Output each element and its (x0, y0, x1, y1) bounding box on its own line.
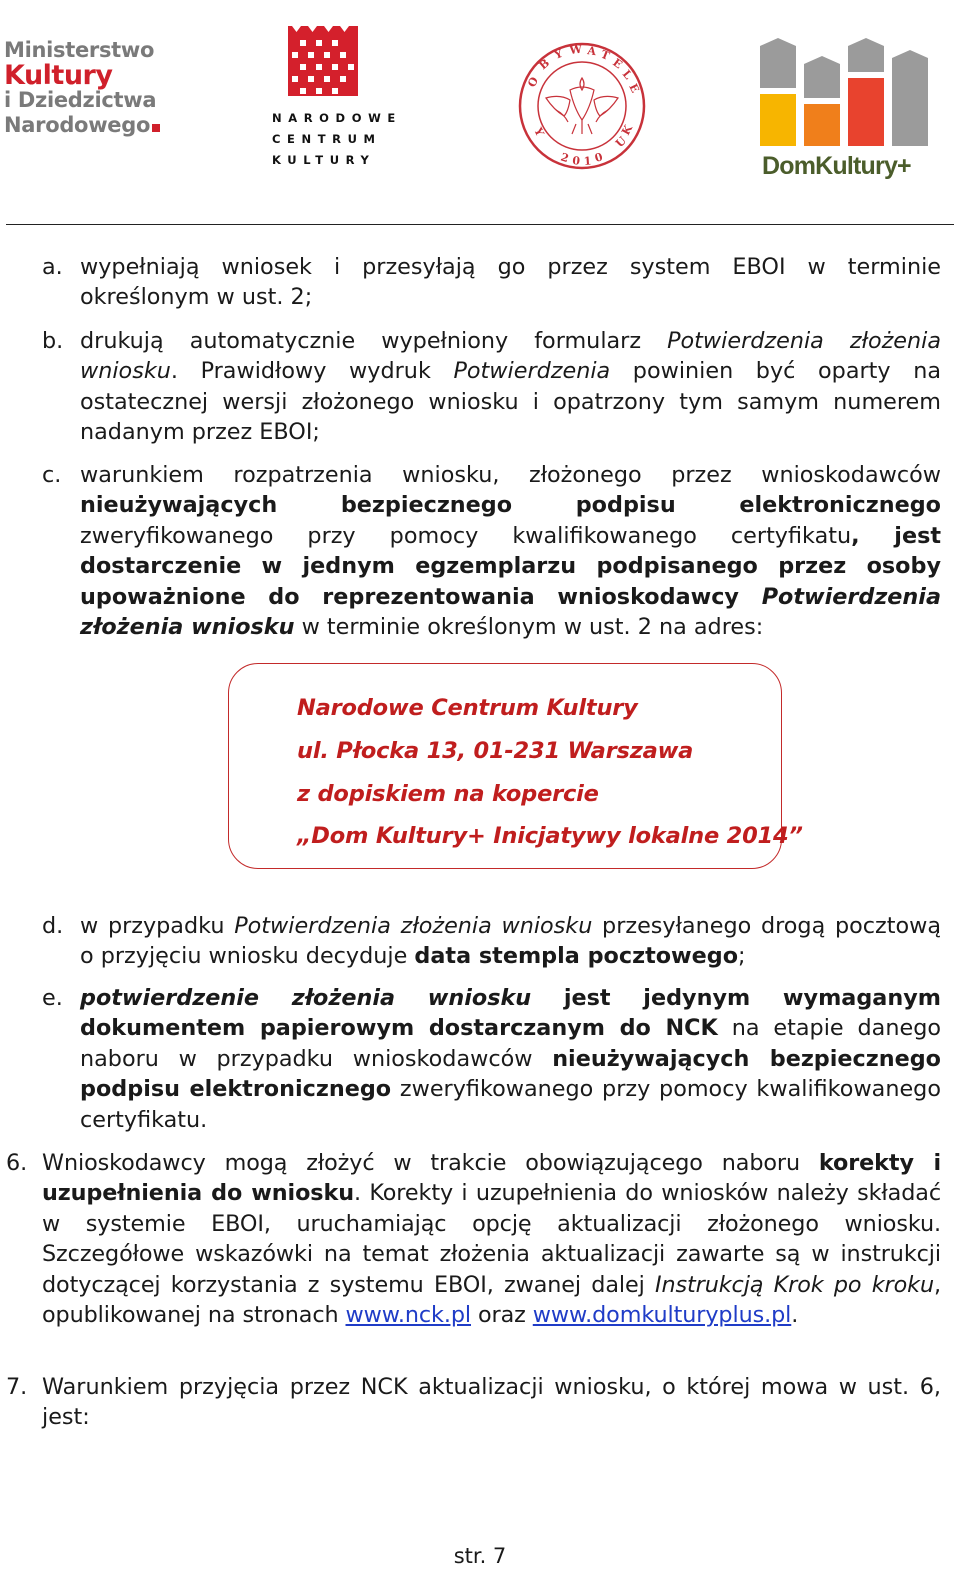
nck-crown-icon (288, 26, 358, 96)
address-line-3: z dopiskiem na kopercie (297, 781, 599, 807)
list-item-e-text-2: jest jedynym wymaganym dokumentem papierowym dostarczanym do NCK (80, 985, 941, 1042)
point-6-text-7: . (791, 1302, 799, 1329)
point-6-text-4: Instrukcją Krok po kroku (654, 1271, 934, 1298)
svg-text:Y: Y (531, 125, 547, 139)
svg-text:1: 1 (583, 154, 592, 168)
list-item-d-text-2: Potwierdzenia złożenia wniosku (234, 913, 593, 939)
mkidn-logo-line1: Ministerstwo (4, 38, 155, 62)
svg-text:L: L (619, 67, 635, 82)
obywatele-kultury-stamp-icon (516, 40, 648, 172)
point-6-text-3: . Korekty i uzupełnienia do wniosków należy składać w systemie EBOI, uruchamiając opcję aktualizacji złożonego wniosku. Szczegółowe wskazówki na temat złożenia aktualizacji zawarte są w instrukcji dotyczącej korzystania z systemu EBOI, zwanej dalej (42, 1180, 941, 1298)
address-box (228, 663, 803, 869)
svg-text:W: W (568, 42, 583, 57)
list-item-d-text-5: ; (738, 943, 746, 970)
list-item-e (42, 983, 942, 1135)
list-item-c-text-5: Potwierdzenia złożenia wniosku (80, 583, 941, 641)
list-item-b (42, 326, 941, 448)
list-item-c-text-3: zweryfikowanego przy pomocy kwalifikowanego certyfikatu (80, 522, 852, 549)
list-item-a-marker: a. (42, 254, 63, 280)
list-item-b-text-4: Potwierdzenia (453, 358, 611, 385)
nck-website-link[interactable]: www.nck.pl (345, 1302, 471, 1329)
list-item-e-text-5: zweryfikowanego przy pomocy kwalifikowanego certyfikatu. (80, 1076, 941, 1133)
svg-text:T: T (598, 47, 612, 63)
list-item-c (42, 460, 941, 642)
list-item-d-text-1: w przypadku (80, 913, 235, 939)
list-item-c-text-1: warunkiem rozpatrzenia wniosku, złożonego przez wnioskodawców (80, 462, 941, 488)
list-item-d-text-4: data stempla pocztowego (414, 943, 739, 970)
address-line-2: ul. Płocka 13, 01-231 Warszawa (297, 738, 694, 764)
list-item-a-text: wypełniają wniosek i przesyłają go przez system EBOI w terminie określonym w ust. 2; (80, 254, 941, 311)
svg-text:0: 0 (571, 154, 581, 168)
point-6-text-6: oraz (471, 1302, 533, 1329)
svg-text:E: E (626, 81, 642, 95)
address-line-4: „Dom Kultury+ Inicjatywy lokalne 2014” (297, 823, 803, 849)
svg-text:O: O (525, 74, 542, 90)
point-6 (6, 1148, 941, 1330)
list-item-d-text-3: przesyłanego drogą pocztową o przyjęciu wniosku decyduje (80, 913, 941, 970)
point-7-marker: 7. (6, 1374, 28, 1400)
svg-text:K: K (619, 122, 636, 138)
point-6-text-1: Wnioskodawcy mogą złożyć w trakcie obowiązującego naboru (42, 1150, 819, 1176)
list-item-c-text-2: nieużywających bezpiecznego podpisu elektronicznego (80, 492, 941, 519)
svg-text:U: U (613, 134, 629, 151)
point-6-marker: 6. (6, 1150, 28, 1176)
mkidn-dot-icon (152, 124, 160, 132)
point-7 (6, 1372, 941, 1433)
list-item-b-text-1: drukują automatycznie wypełniony formularz (80, 328, 668, 354)
nck-logo-line1: NARODOWE (272, 111, 402, 125)
list-item-a (42, 252, 941, 313)
nck-logo-line3: KULTURY (272, 153, 376, 167)
list-item-e-text-4: nieużywających bezpiecznego podpisu elektronicznego (80, 1045, 942, 1103)
svg-text:E: E (610, 55, 625, 72)
list-item-e-text-3: na etapie danego naboru w przypadku wnioskodawców (80, 1015, 941, 1072)
svg-text:2: 2 (559, 150, 571, 166)
domkultury-houses-icon (758, 38, 938, 158)
svg-text:0: 0 (593, 150, 605, 165)
address-line-1: Narodowe Centrum Kultury (297, 695, 638, 721)
page-number: str. 7 (453, 1544, 507, 1568)
mkidn-logo-line2: Kultury (4, 60, 113, 91)
point-6-text-5: , opublikowanej na stronach (42, 1271, 941, 1329)
list-item-d (42, 911, 941, 972)
list-item-c-text-6: w terminie określonym w ust. 2 na adres: (294, 614, 764, 641)
header-logos (0, 0, 960, 226)
mkidn-logo-line4: Narodowego (4, 113, 151, 137)
nck-logo-text (272, 108, 402, 171)
list-item-e-marker: e. (42, 985, 63, 1011)
point-7-text: Warunkiem przyjęcia przez NCK aktualizacji wniosku, o której mowa w ust. 6, jest: (42, 1374, 941, 1431)
point-6-text-2: korekty i uzupełnienia do wniosku (42, 1150, 941, 1207)
nck-logo-line2: CENTRUM (272, 132, 382, 146)
svg-text:Y: Y (552, 46, 565, 62)
domkultury-logo-text: DomKultury+ (762, 152, 911, 180)
list-item-d-marker: d. (42, 913, 64, 939)
list-item-b-text-3: . Prawidłowy wydruk (170, 358, 454, 385)
mkidn-logo-line3: i Dziedzictwa (4, 88, 157, 112)
list-item-b-text-5: powinien być oparty na ostatecznej wersji złożonego wniosku i opatrzony tym samym numerem nadanym przez EBOI; (80, 358, 941, 446)
header-divider (6, 224, 954, 225)
list-item-c-text-4: , jest dostarczenie w jednym egzemplarzu podpisanego przez osoby upoważnione do reprezentowania wnioskodawcy (80, 522, 941, 610)
list-item-b-marker: b. (42, 328, 64, 354)
list-item-e-text-1: potwierdzenie złożenia wniosku (80, 985, 532, 1011)
mkidn-logo (4, 38, 160, 138)
list-item-c-marker: c. (42, 462, 62, 488)
list-item-b-text-2: Potwierdzenia złożenia wniosku (80, 328, 941, 385)
domkulturyplus-website-link[interactable]: www.domkulturyplus.pl (532, 1302, 792, 1329)
svg-text:B: B (536, 56, 553, 73)
svg-text:A: A (586, 44, 597, 59)
